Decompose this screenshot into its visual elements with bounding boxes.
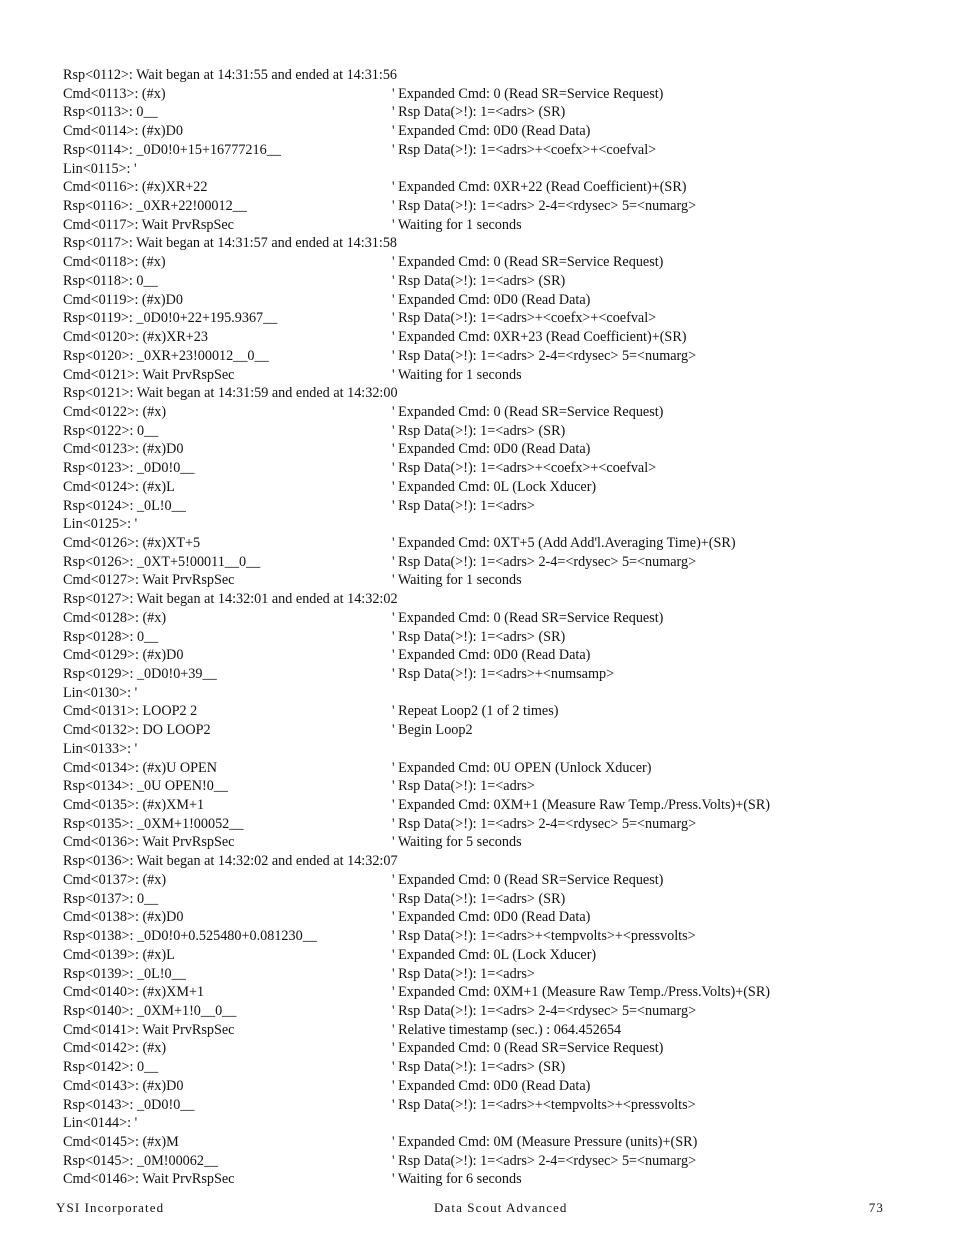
log-entry: Cmd<0136>: Wait PrvRspSec: [63, 834, 235, 851]
log-line: [63, 66, 923, 85]
log-entry: Cmd<0142>: (#x): [63, 1040, 167, 1057]
log-comment: ' Rsp Data(>!): 1=<adrs> (SR): [392, 890, 566, 907]
log-comment: ' Expanded Cmd: 0L (Lock Xducer): [392, 946, 597, 963]
log-comment: ' Expanded Cmd: 0XT+5 (Add Add'l.Averaging Time)+(SR): [392, 534, 736, 551]
log-comment: ' Rsp Data(>!): 1=<adrs>+<numsamp>: [392, 666, 615, 682]
log-line: [63, 702, 923, 721]
log-line: [63, 1170, 923, 1189]
log-comment: ' Expanded Cmd: 0 (Read SR=Service Request): [392, 871, 664, 888]
page-footer: [56, 1199, 884, 1217]
log-line: [63, 347, 923, 366]
log-line: [63, 422, 923, 441]
log-entry: Rsp<0114>: _0D0!0+15+16777216__: [63, 141, 281, 158]
log-entry: Cmd<0146>: Wait PrvRspSec: [63, 1171, 235, 1188]
log-line: [63, 684, 923, 703]
log-line: [63, 515, 923, 534]
log-entry: Rsp<0142>: 0__: [63, 1059, 159, 1076]
log-line: [63, 1114, 923, 1133]
log-entry: Cmd<0134>: (#x)U OPEN: [63, 759, 217, 776]
log-line: [63, 384, 923, 403]
log-comment: ' Expanded Cmd: 0D0 (Read Data): [392, 123, 591, 140]
log-comment: ' Expanded Cmd: 0XR+23 (Read Coefficient)+(SR): [392, 329, 687, 346]
log-line: [63, 628, 923, 647]
log-comment: ' Rsp Data(>!): 1=<adrs>: [392, 965, 535, 982]
log-comment: ' Expanded Cmd: 0D0 (Read Data): [392, 291, 591, 308]
log-comment: ' Expanded Cmd: 0XR+22 (Read Coefficient)+(SR): [392, 179, 687, 196]
log-line: [63, 497, 923, 516]
log-line: [63, 178, 923, 197]
log-entry: Cmd<0119>: (#x)D0: [63, 291, 183, 308]
log-comment: ' Rsp Data(>!): 1=<adrs>+<tempvolts>+<pressvolts>: [392, 928, 696, 945]
log-comment: ' Waiting for 6 seconds: [392, 1171, 522, 1188]
log-line: [63, 234, 923, 253]
log-line: [63, 833, 923, 852]
log-entry: Rsp<0112>: Wait began at 14:31:55 and ended at 14:31:56: [63, 67, 398, 83]
log-entry: Cmd<0137>: (#x): [63, 871, 167, 888]
log-entry: Cmd<0118>: (#x): [63, 254, 166, 271]
log-line: [63, 983, 923, 1002]
log-line: [63, 796, 923, 815]
log-comment: ' Waiting for 1 seconds: [392, 572, 522, 589]
log-comment: ' Rsp Data(>!): 1=<adrs> (SR): [392, 104, 566, 121]
log-entry: Cmd<0126>: (#x)XT+5: [63, 534, 201, 551]
log-comment: ' Rsp Data(>!): 1=<adrs>+<coefx>+<coefval>: [392, 310, 657, 327]
log-entry: Rsp<0119>: _0D0!0+22+195.9367__: [63, 310, 278, 327]
log-entry: Rsp<0138>: _0D0!0+0.525480+0.081230__: [63, 928, 317, 945]
log-line: [63, 141, 923, 160]
log-comment: ' Waiting for 1 seconds: [392, 366, 522, 383]
log-entry: Rsp<0117>: Wait began at 14:31:57 and ended at 14:31:58: [63, 235, 398, 252]
log-entry: Cmd<0123>: (#x)D0: [63, 441, 184, 458]
log-comment: ' Rsp Data(>!): 1=<adrs>: [392, 778, 535, 795]
log-line: [63, 852, 923, 871]
log-line: [63, 553, 923, 572]
footer-page-number: 73: [868, 1200, 884, 1215]
log-line: [63, 1021, 923, 1040]
log-line: [63, 740, 923, 759]
log-line: [63, 160, 923, 179]
log-line: [63, 291, 923, 310]
log-entry: Cmd<0120>: (#x)XR+23: [63, 329, 208, 346]
log-line: [63, 1133, 923, 1152]
log-entry: Rsp<0143>: _0D0!0__: [63, 1096, 195, 1113]
log-line: [63, 927, 923, 946]
log-line: [63, 609, 923, 628]
log-line: [63, 665, 923, 684]
log-comment: ' Expanded Cmd: 0U OPEN (Unlock Xducer): [392, 759, 652, 776]
log-line: [63, 1152, 923, 1171]
log-line: [63, 1039, 923, 1058]
log-line: [63, 871, 923, 890]
log-line: [63, 272, 923, 291]
log-line: [63, 534, 923, 553]
log-entry: Cmd<0121>: Wait PrvRspSec: [63, 366, 235, 383]
log-entry: Rsp<0145>: _0M!00062__: [63, 1152, 219, 1169]
log-comment: ' Rsp Data(>!): 1=<adrs> 2-4=<rdysec> 5=<numarg>: [392, 553, 697, 570]
log-line: [63, 815, 923, 834]
log-line: [63, 440, 923, 459]
log-entry: Rsp<0113>: 0__: [63, 104, 158, 121]
log-entry: Cmd<0124>: (#x)L: [63, 478, 175, 495]
log-comment: ' Rsp Data(>!): 1=<adrs> (SR): [392, 272, 566, 289]
log-comment: ' Expanded Cmd: 0 (Read SR=Service Request): [392, 254, 664, 271]
log-line: [63, 216, 923, 235]
log-entry: Lin<0125>: ': [63, 516, 138, 533]
log-entry: Cmd<0122>: (#x): [63, 403, 167, 420]
log-line: [63, 1002, 923, 1021]
log-entry: Rsp<0129>: _0D0!0+39__: [63, 666, 217, 682]
log-entry: Cmd<0145>: (#x)M: [63, 1133, 179, 1150]
log-comment: ' Rsp Data(>!): 1=<adrs> 2-4=<rdysec> 5=<numarg>: [392, 347, 697, 364]
log-comment: ' Rsp Data(>!): 1=<adrs> (SR): [392, 422, 566, 439]
log-comment: ' Expanded Cmd: 0L (Lock Xducer): [392, 478, 597, 495]
log-line: [63, 366, 923, 385]
log-entry: Cmd<0131>: LOOP2 2: [63, 703, 198, 720]
log-line: [63, 122, 923, 141]
log-comment: ' Expanded Cmd: 0 (Read SR=Service Request): [392, 85, 664, 102]
log-entry: Rsp<0124>: _0L!0__: [63, 497, 186, 514]
log-entry: Rsp<0128>: 0__: [63, 628, 159, 645]
log-line: [63, 759, 923, 778]
log-line: [63, 965, 923, 984]
log-comment: ' Rsp Data(>!): 1=<adrs> 2-4=<rdysec> 5=<numarg>: [392, 1152, 697, 1169]
log-comment: ' Expanded Cmd: 0M (Measure Pressure (units)+(SR): [392, 1133, 698, 1150]
log-comment: ' Rsp Data(>!): 1=<adrs> (SR): [392, 1059, 566, 1076]
log-comment: ' Expanded Cmd: 0 (Read SR=Service Request): [392, 609, 664, 626]
log-entry: Rsp<0126>: _0XT+5!00011__0__: [63, 553, 261, 570]
log-entry: Cmd<0129>: (#x)D0: [63, 647, 184, 664]
log-line: [63, 85, 923, 104]
log-comment: ' Expanded Cmd: 0XM+1 (Measure Raw Temp./Press.Volts)+(SR): [392, 797, 771, 814]
log-line: [63, 777, 923, 796]
log-line: [63, 1077, 923, 1096]
log-line: [63, 309, 923, 328]
log-entry: Cmd<0141>: Wait PrvRspSec: [63, 1021, 235, 1038]
log-comment: ' Rsp Data(>!): 1=<adrs>+<coefx>+<coefval>: [392, 141, 657, 158]
log-comment: ' Expanded Cmd: 0XM+1 (Measure Raw Temp./Press.Volts)+(SR): [392, 984, 771, 1001]
log-entry: Lin<0133>: ': [63, 740, 138, 757]
log-entry: Rsp<0123>: _0D0!0__: [63, 460, 195, 477]
log-entry: Rsp<0121>: Wait began at 14:31:59 and ended at 14:32:00: [63, 385, 398, 402]
log-line: [63, 478, 923, 497]
log-line: [63, 328, 923, 347]
log-entry: Rsp<0136>: Wait began at 14:32:02 and ended at 14:32:07: [63, 853, 398, 870]
log-line: [63, 253, 923, 272]
log-entry: Rsp<0140>: _0XM+1!0__0__: [63, 1002, 237, 1019]
log-entry: Rsp<0122>: 0__: [63, 422, 159, 439]
log-comment: ' Rsp Data(>!): 1=<adrs> 2-4=<rdysec> 5=<numarg>: [392, 198, 697, 215]
log-line: [63, 721, 923, 740]
log-comment: ' Waiting for 1 seconds: [392, 216, 522, 233]
log-line: [63, 890, 923, 909]
log-entry: Lin<0130>: ': [63, 684, 138, 701]
log-entry: Cmd<0128>: (#x): [63, 609, 167, 626]
log-comment: ' Waiting for 5 seconds: [392, 834, 522, 851]
log-entry: Cmd<0139>: (#x)L: [63, 946, 175, 963]
log-entry: Cmd<0114>: (#x)D0: [63, 123, 183, 140]
footer-document-title: Data Scout Advanced: [434, 1200, 568, 1215]
log-comment: ' Expanded Cmd: 0 (Read SR=Service Request): [392, 1040, 664, 1057]
log-comment: ' Expanded Cmd: 0D0 (Read Data): [392, 1077, 591, 1094]
log-line: [63, 908, 923, 927]
log-entry: Rsp<0135>: _0XM+1!00052__: [63, 815, 244, 832]
log-entry: Cmd<0117>: Wait PrvRspSec: [63, 216, 234, 233]
log-line: [63, 590, 923, 609]
log-line: [63, 459, 923, 478]
log-line: [63, 197, 923, 216]
log-entry: Cmd<0113>: (#x): [63, 85, 166, 102]
log-entry: Rsp<0139>: _0L!0__: [63, 965, 186, 982]
footer-company: YSI Incorporated: [56, 1200, 165, 1215]
log-entry: Cmd<0127>: Wait PrvRspSec: [63, 572, 235, 589]
log-entry: Rsp<0118>: 0__: [63, 272, 158, 289]
log-line: [63, 946, 923, 965]
log-comment: ' Expanded Cmd: 0 (Read SR=Service Request): [392, 403, 664, 420]
log-entry: Cmd<0132>: DO LOOP2: [63, 722, 211, 739]
log-entry: Rsp<0137>: 0__: [63, 890, 159, 907]
log-entry: Rsp<0120>: _0XR+23!00012__0__: [63, 347, 269, 364]
log-comment: ' Rsp Data(>!): 1=<adrs>: [392, 497, 535, 514]
log-comment: ' Rsp Data(>!): 1=<adrs> 2-4=<rdysec> 5=<numarg>: [392, 1002, 697, 1019]
log-entry: Lin<0115>: ': [63, 160, 137, 177]
log-entry: Rsp<0127>: Wait began at 14:32:01 and ended at 14:32:02: [63, 591, 398, 608]
log-comment: ' Expanded Cmd: 0D0 (Read Data): [392, 441, 591, 458]
log-entry: Cmd<0140>: (#x)XM+1: [63, 984, 205, 1001]
log-comment: ' Repeat Loop2 (1 of 2 times): [392, 703, 559, 720]
log-line: [63, 571, 923, 590]
log-line: [63, 1058, 923, 1077]
log-line: [63, 403, 923, 422]
command-log: [63, 66, 923, 1189]
log-entry: Cmd<0135>: (#x)XM+1: [63, 797, 205, 814]
log-entry: Rsp<0134>: _0U OPEN!0__: [63, 778, 228, 795]
log-entry: Cmd<0143>: (#x)D0: [63, 1077, 184, 1094]
log-line: [63, 646, 923, 665]
log-line: [63, 1096, 923, 1115]
log-comment: ' Rsp Data(>!): 1=<adrs> 2-4=<rdysec> 5=<numarg>: [392, 815, 697, 832]
log-line: [63, 103, 923, 122]
log-entry: Cmd<0116>: (#x)XR+22: [63, 179, 208, 196]
log-comment: ' Rsp Data(>!): 1=<adrs>+<tempvolts>+<pressvolts>: [392, 1096, 696, 1113]
log-comment: ' Rsp Data(>!): 1=<adrs> (SR): [392, 628, 566, 645]
log-comment: ' Expanded Cmd: 0D0 (Read Data): [392, 909, 591, 926]
log-comment: ' Rsp Data(>!): 1=<adrs>+<coefx>+<coefval>: [392, 460, 657, 477]
log-comment: ' Relative timestamp (sec.) : 064.452654: [392, 1021, 622, 1038]
log-comment: ' Expanded Cmd: 0D0 (Read Data): [392, 647, 591, 664]
log-entry: Lin<0144>: ': [63, 1115, 138, 1132]
log-comment: ' Begin Loop2: [392, 722, 473, 739]
log-entry: Rsp<0116>: _0XR+22!00012__: [63, 198, 247, 215]
log-entry: Cmd<0138>: (#x)D0: [63, 909, 184, 926]
